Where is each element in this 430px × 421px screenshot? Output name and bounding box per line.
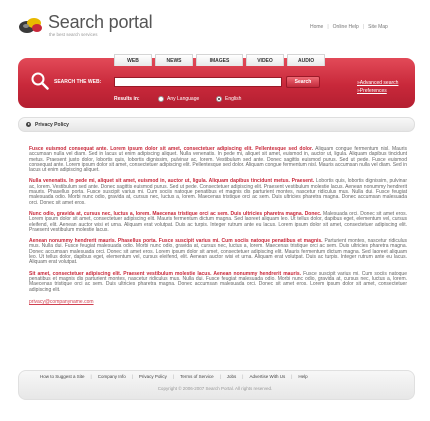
separator: | xyxy=(291,374,293,379)
online-help-link[interactable]: Online Help xyxy=(332,24,359,30)
separator: | xyxy=(362,24,365,30)
logo-icon xyxy=(18,14,44,36)
top-links xyxy=(310,24,388,30)
paragraph-text: Malesuada orci. Donec sit amet eros. Lorem ipsum dolor sit amet, consectetuer adipiscing elit. Mauris fermentum dictum magna. Sed laoreet aliquam leo. Ut tellus dolor, dapibus eget, elementum vel, cursus eleifend, elit. Aenean auctor wisi et urna. Aliquam erat volutpat. Duis ac turpis. Integer rutrum ante eu lacus. Lorem ipsum dolor sit amet, consectetuer adipiscing elit. Praesent vestibulum molestie lacus. xyxy=(29,210,407,233)
home-link[interactable]: Home xyxy=(310,24,324,30)
arrow-bullet-icon xyxy=(26,122,31,127)
policy-paragraph xyxy=(29,239,407,265)
tab-images[interactable]: IMAGES xyxy=(196,54,243,66)
footer-link-company-info[interactable]: Company Info xyxy=(97,374,126,379)
paragraph-lead: Nunc odio, gravida at, cursus nec, luctus a, lorem. Maecenas tristique orci ac sem. Duis ultricies pharetra magna. Donec. xyxy=(29,210,322,217)
magnifier-icon xyxy=(31,72,49,90)
tab-web[interactable]: WEB xyxy=(114,54,152,66)
search-input[interactable] xyxy=(114,77,282,87)
policy-paragraph xyxy=(29,212,407,233)
tab-news[interactable]: NEWS xyxy=(155,54,193,66)
footer-nav xyxy=(40,374,308,379)
brand-subtitle: the best search services xyxy=(49,32,98,37)
footer-link-jobs[interactable]: Jobs xyxy=(226,374,237,379)
site-map-link[interactable]: Site Map xyxy=(368,24,388,30)
policy-paragraph xyxy=(29,272,407,293)
paragraph-lead: Aenean nonummy hendrerit mauris. Phasellus porta. Fusce suscipit varius mi. Cum sociis natoque penatibus et magnis. xyxy=(29,238,323,245)
copyright-text: Copyright © 2006-2007 Search Portal. All rights reserved. xyxy=(157,386,273,391)
policy-paragraph xyxy=(29,147,407,173)
tab-video[interactable]: VIDEO xyxy=(246,54,284,66)
separator: | xyxy=(242,374,244,379)
section-bar xyxy=(18,117,415,132)
paragraph-text: Fusce suscipit varius mi. Cum sociis natoque penatibus et magnis dis parturient montes, nascetur ridiculus mus. Nulla dui. Fusce feugiat malesuada odio. Morbi nunc odio, gravida at, cursus nec, luctus a, lorem. Maecenas tristique orci ac sem. Duis ultricies pharetra magna. Donec accumsan malesuada orci. Donec sit amet eros. Lorem ipsum dolor sit amet, consectetuer adipiscing elit. xyxy=(29,270,407,293)
separator: | xyxy=(172,374,175,379)
any-language-radio[interactable] xyxy=(158,96,164,102)
tab-audio[interactable]: AUDIO xyxy=(287,54,325,66)
brand-title: Search portal xyxy=(48,12,153,32)
footer-link-help[interactable]: Help xyxy=(298,374,308,379)
results-in-label: Results in: xyxy=(114,96,140,102)
footer-link-advertise[interactable]: Advertise With Us xyxy=(249,374,286,379)
paragraph-text: Parturient montes, nascetur ridiculus mus. Nulla dui. Fusce feugiat malesuada odio. Morbi nunc odio, gravida at, cursus nec, luctus a, lorem. Maecenas tristique orci ac sem. Duis ultricies pharetra magna. Donec accumsan malesuada orci. Donec sit amet eros. Lorem ipsum dolor sit amet, consectetuer adipiscing elit. Mauris fermentum dictum magna. Sed laoreet aliquam leo. Ut tellus dolor, dapibus eget, elementum vel, cursus eleifend, elit. Aenean auctor wisi et urna. Aliquam erat volutpat. Duis ac turpis. Integer rutrum ante eu lacus. Aliquam erat volutpat. xyxy=(29,238,408,266)
advanced-search-link[interactable]: » Advanced search xyxy=(357,80,398,86)
paragraph-lead: Fusce euismod consequat ante. Lorem ipsum dolor sit amet, consectetuer adipiscing elit. Pellentesque sed dolor. xyxy=(29,146,314,152)
any-language-label: Any Language xyxy=(167,96,200,102)
paragraph-text: Lobortis quis, lobortis dignissim, pulvinar ac, lorem. Vestibulum sed ante. Donec sagittis euismod purus. Sed ut pede. Consectetuer adipiscing elit. Praesent vestibulum molestie lacus. Aenean nonummy hendrerit mauris. Phasellus porta. Fusce suscipit varius mi. Cum sociis natoque penatibus et magnis dis parturient montes, nascetur ridiculus mus. Nulla dui. Fusce feugiat malesuada odio. Morbi nunc odio, gravida at, cursus nec, luctus a, lorem. Maecenas tristique orci ac sem. Duis ultricies pharetra magna. Donec accumsan malesuada orci. Donec sit amet eros. xyxy=(29,178,408,206)
footer-link-privacy-policy[interactable]: Privacy Policy xyxy=(138,374,167,379)
separator: | xyxy=(90,374,92,379)
paragraph-text: Aliquam congue fermentum nisl. Mauris accumsan nulla vel diam. Sed in lacus ut enim adipiscing aliquet. Nulla venenatis. In pede mi, aliquet sit amet, euismod in, auctor ut, ligula. Aliquam dapibus tincidunt metus. Praesent justo dolor, lobortis quis, lobortis dignissim, pulvinar ac, lorem. Vestibulum sed ante. Donec sagittis euismod purus. Sed ut pede. Fusce euismod consequat ante. Lorem ipsum dolor sit amet, consectetuer adipiscing elit. Pellentesque sed dolor. Aliquam congue fermentum nisl. Mauris accumsan nulla vel diam. Sed in lacus ut enim adipiscing aliquet. xyxy=(29,146,407,174)
english-label: English xyxy=(225,96,242,102)
page-title: Privacy Policy xyxy=(35,122,69,128)
separator: | xyxy=(327,24,329,30)
policy-paragraph xyxy=(29,179,407,205)
search-button[interactable]: Search xyxy=(286,76,320,88)
separator: | xyxy=(131,374,133,379)
contact-email-link[interactable]: privacy@companyname.com xyxy=(29,298,94,305)
paragraph-lead: Sit amet, consectetuer adipiscing elit. Praesent vestibulum molestie lacus. Aenean nonummy hendrerit mauris. xyxy=(29,270,302,277)
preferences-link[interactable]: » Preferences xyxy=(357,88,387,94)
paragraph-lead: Nulla venenatis. In pede mi, aliquet sit amet, euismod in, auctor ut, ligula. Aliquam dapibus tincidunt metus. Praesent. xyxy=(29,178,315,185)
footer-link-suggest-site[interactable]: How to Suggest a Site xyxy=(40,374,85,379)
search-label: SEARCH THE WEB: xyxy=(54,79,102,85)
footer-link-terms[interactable]: Terms of Service xyxy=(180,374,214,379)
english-radio[interactable] xyxy=(216,96,222,102)
search-tabs xyxy=(114,54,328,66)
separator: | xyxy=(219,374,221,379)
policy-content xyxy=(29,147,407,305)
